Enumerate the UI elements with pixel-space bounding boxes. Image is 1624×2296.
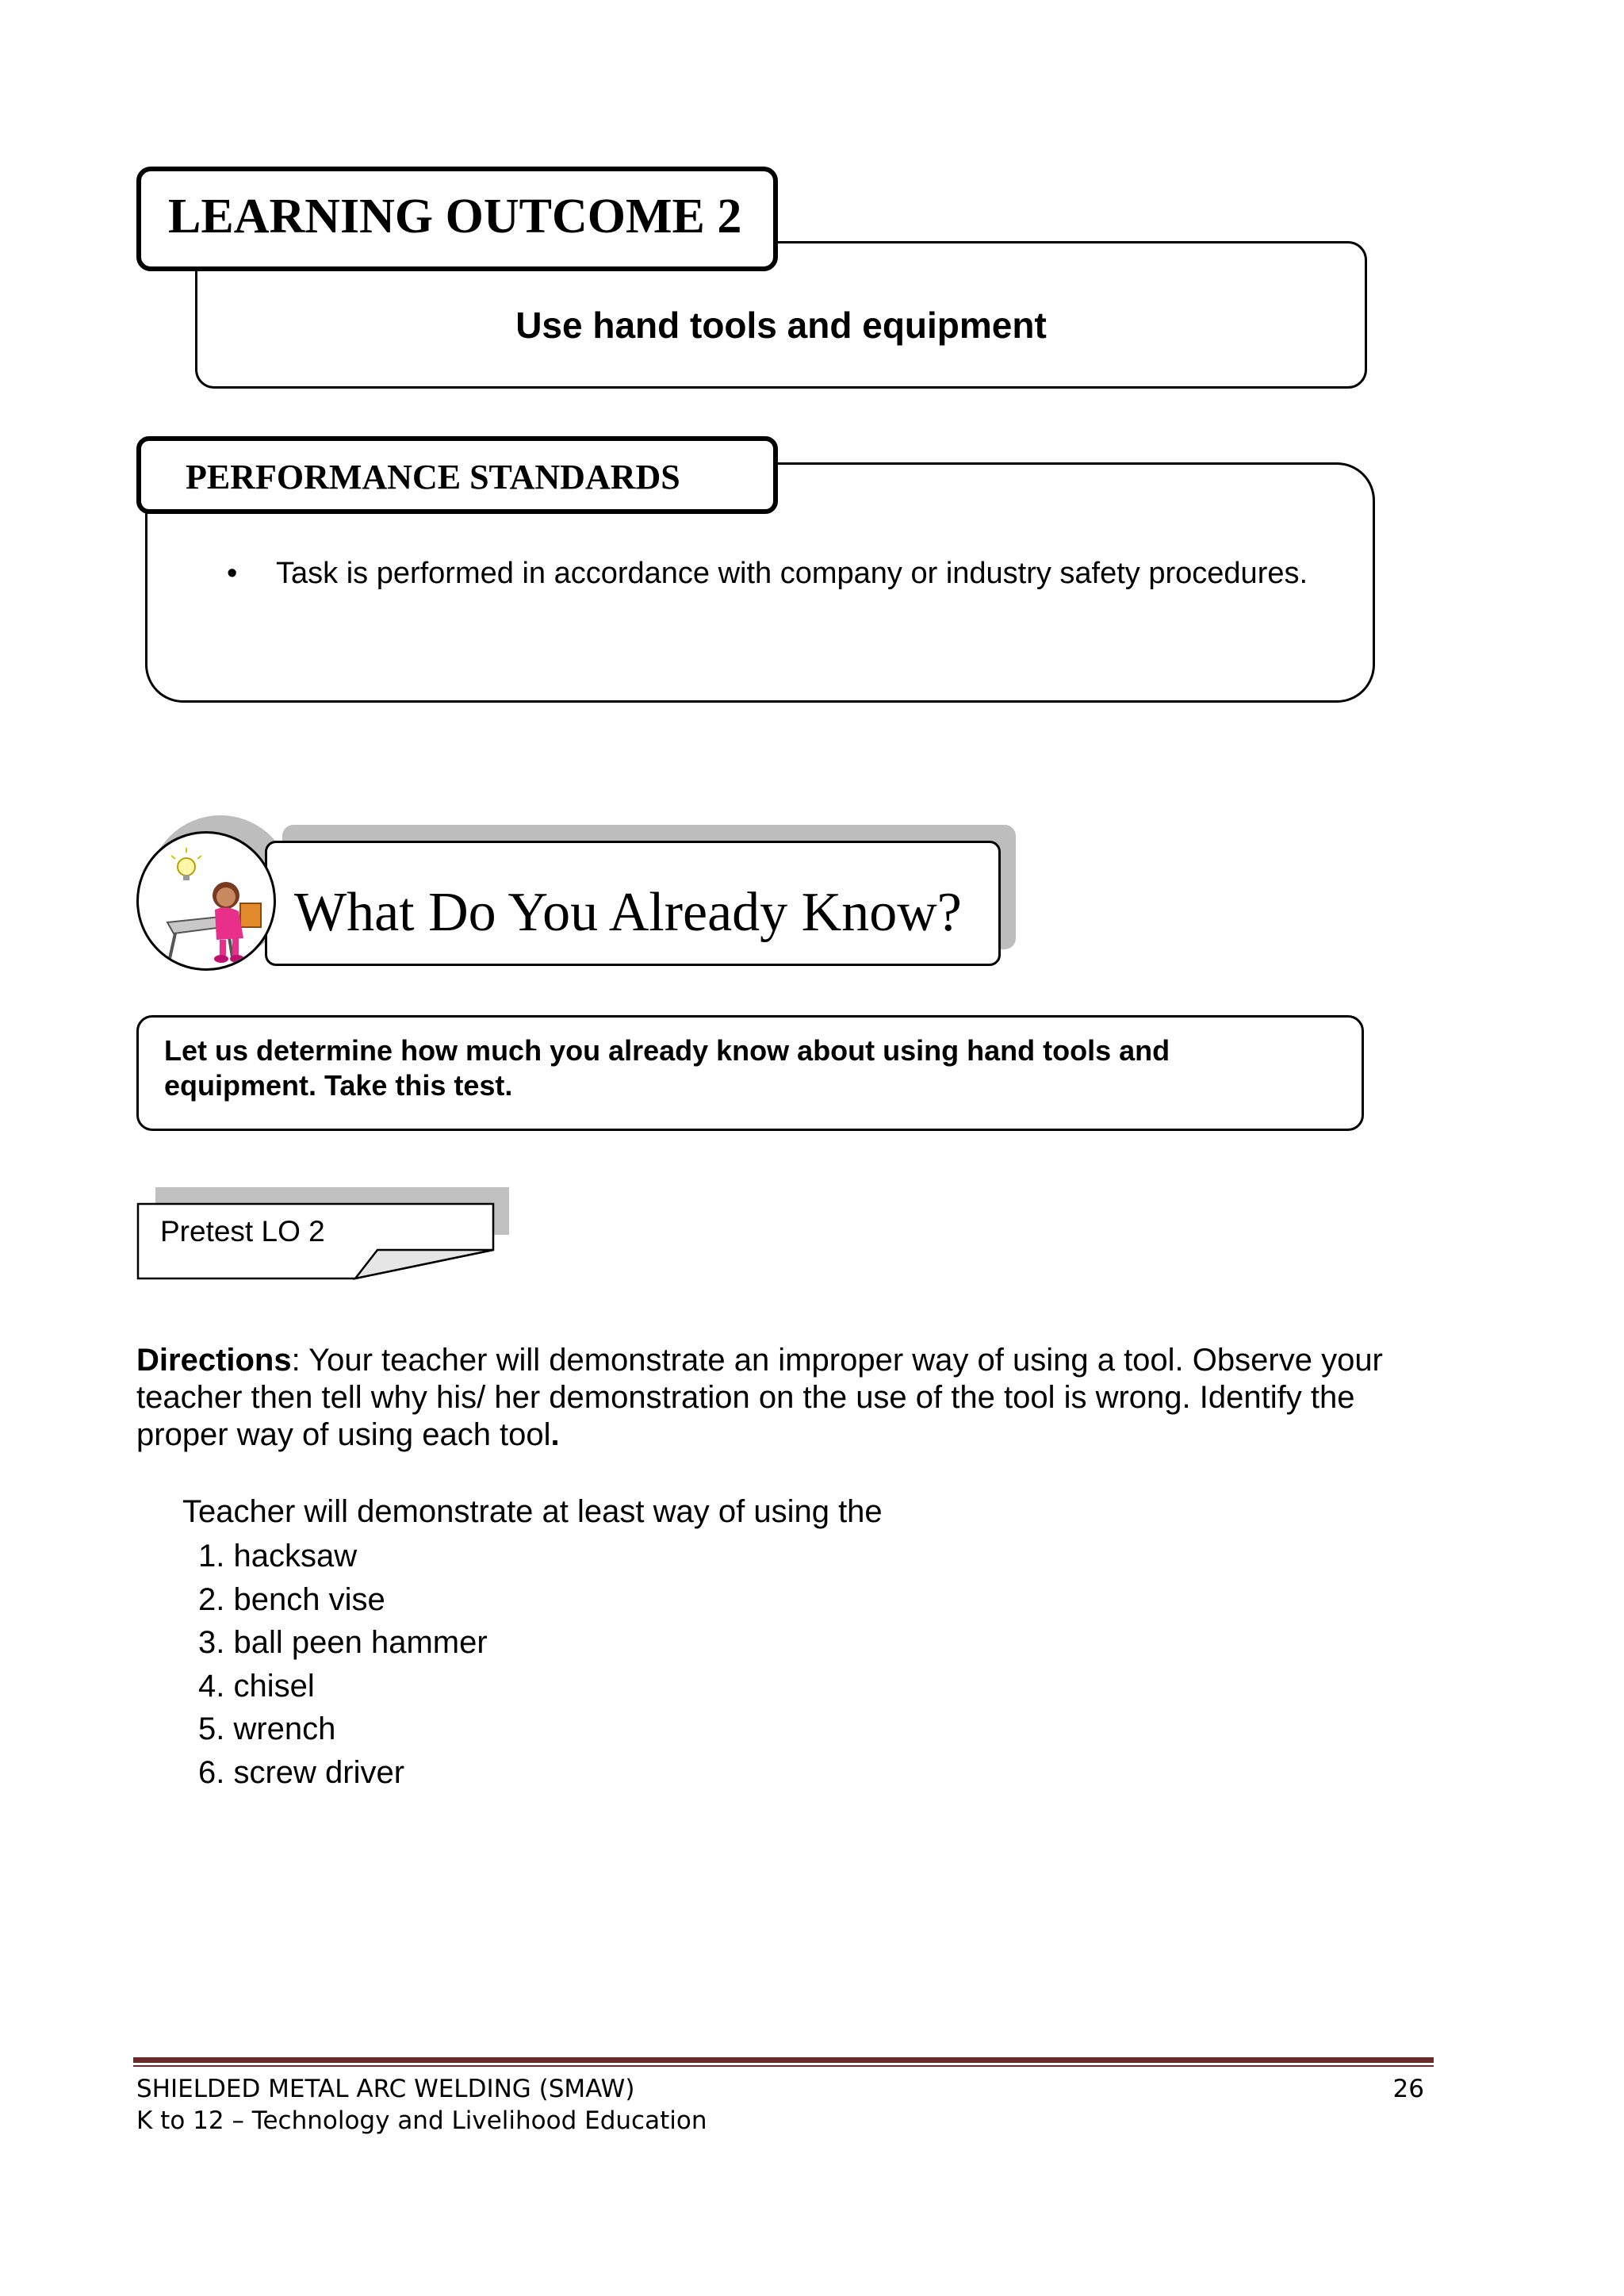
bullet-icon: •	[227, 557, 238, 590]
intro-box	[136, 1015, 1364, 1131]
footer-course-title: SHIELDED METAL ARC WELDING (SMAW)	[136, 2075, 635, 2103]
footer-subject: K to 12 – Technology and Livelihood Education	[136, 2106, 707, 2135]
intro-text: Let us determine how much you already know about using hand tools and equipment. Take this test.	[164, 1034, 1170, 1102]
student-thinking-icon	[136, 831, 276, 971]
tool-list	[198, 1535, 488, 1794]
learning-outcome-subtitle: Use hand tools and equipment	[515, 305, 1047, 346]
learning-outcome-heading-box	[136, 167, 778, 271]
directions-paragraph	[136, 1342, 1453, 1454]
list-item: 5. wrench	[198, 1711, 336, 1746]
teacher-instruction: Teacher will demonstrate at least way of using the	[182, 1494, 883, 1529]
directions-end: .	[550, 1417, 560, 1452]
list-item: 6. screw driver	[198, 1754, 405, 1790]
know-section-title: What Do You Already Know?	[294, 882, 962, 943]
performance-standards-heading-box	[136, 436, 778, 514]
performance-standards-heading: PERFORMANCE STANDARDS	[186, 458, 680, 496]
list-item: 1. hacksaw	[198, 1539, 358, 1573]
list-item: 2. bench vise	[198, 1581, 385, 1617]
know-section-title-box	[265, 841, 1001, 966]
list-item: 3. ball peen hammer	[198, 1625, 488, 1660]
pretest-label: Pretest LO 2	[160, 1215, 325, 1248]
performance-standard-item: Task is performed in accordance with company or industry safety procedures.	[276, 557, 1308, 590]
page-number: 26	[1392, 2075, 1424, 2103]
list-item: 4. chisel	[198, 1668, 315, 1704]
directions-text: : Your teacher will demonstrate an improper way of using a tool. Observe your teacher then tell why his/ her demonstration on the use of the tool is wrong. Identify the proper way of using each tool	[136, 1343, 1383, 1452]
footer-rule	[133, 2057, 1434, 2063]
directions-label: Directions	[136, 1343, 292, 1378]
learning-outcome-heading: LEARNING OUTCOME 2	[168, 190, 742, 243]
footer-rule-thin	[133, 2065, 1434, 2067]
